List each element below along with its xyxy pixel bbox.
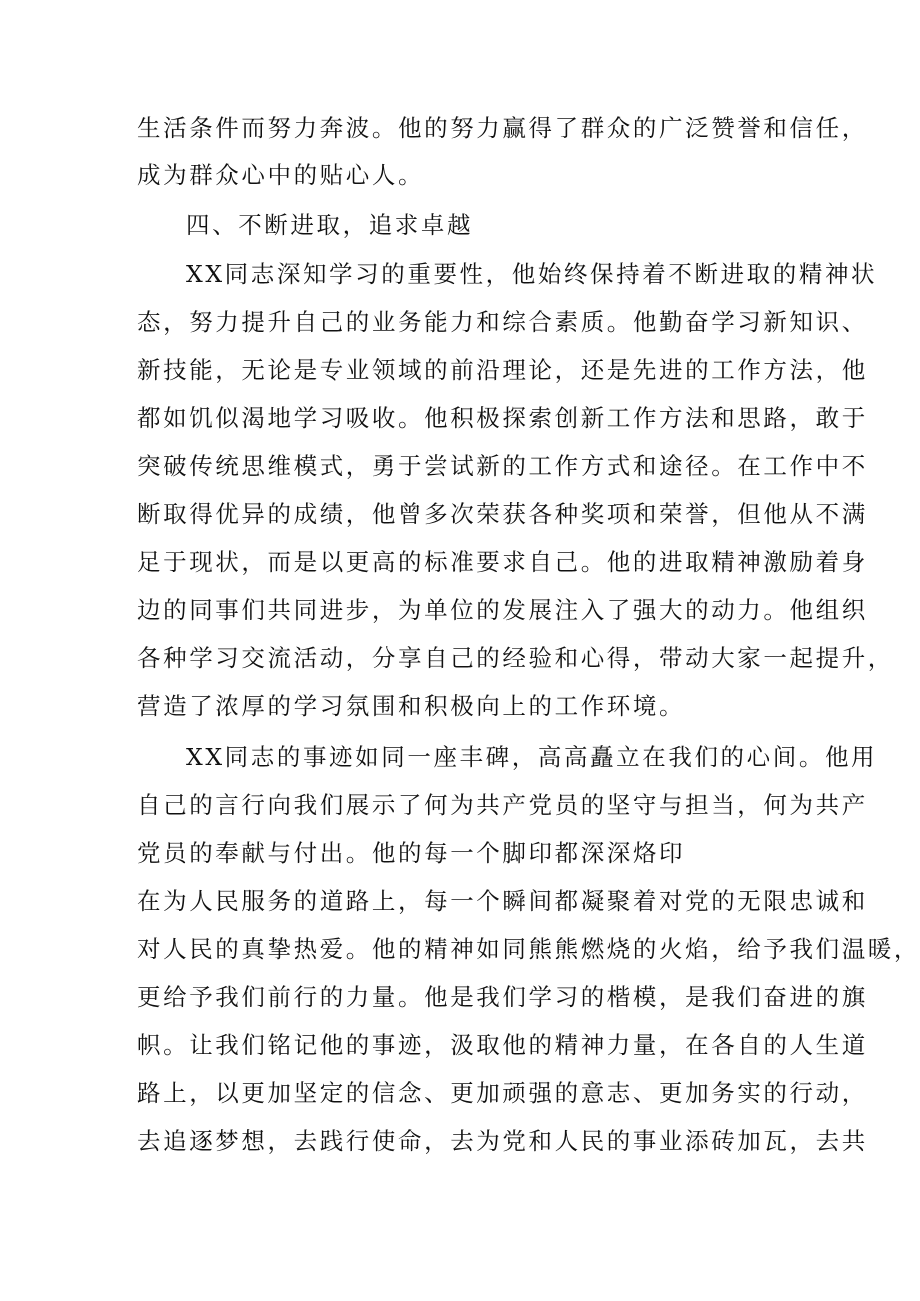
text-line: XX同志的事迹如同一座丰碑，高高矗立在我们的心间。他用 — [186, 743, 878, 771]
text-line: 路上，以更加坚定的信念、更加顽强的意志、更加务实的行动， — [137, 1079, 868, 1107]
text-line: 在为人民服务的道路上，每一个瞬间都凝聚着对党的无限忠诚和 — [137, 887, 868, 915]
text-line: 突破传统思维模式，勇于尝试新的工作方式和途径。在工作中不 — [137, 452, 868, 480]
text-line: 边的同事们共同进步，为单位的发展注入了强大的动力。他组织 — [137, 596, 868, 624]
text-line: 去追逐梦想，去践行使命，去为党和人民的事业添砖加瓦，去共 — [137, 1127, 868, 1155]
text-line: 营造了浓厚的学习氛围和积极向上的工作环境。 — [137, 692, 686, 720]
text-line: 自己的言行向我们展示了何为共产党员的坚守与担当，何为共产 — [137, 791, 868, 819]
text-line: 帜。让我们铭记他的事迹，汲取他的精神力量，在各自的人生道 — [137, 1031, 868, 1059]
text-line: 都如饥似渴地学习吸收。他积极探索创新工作方法和思路，敢于 — [137, 404, 868, 432]
text-line: 各种学习交流活动，分享自己的经验和心得，带动大家一起提升， — [137, 644, 894, 672]
text-line: 更给予我们前行的力量。他是我们学习的楷模，是我们奋进的旗 — [137, 983, 868, 1011]
text-line: 新技能，无论是专业领域的前沿理论，还是先进的工作方法，他 — [137, 356, 868, 384]
text-line: XX同志深知学习的重要性，他始终保持着不断进取的精神状 — [186, 260, 878, 288]
text-line: 生活条件而努力奔波。他的努力赢得了群众的广泛赞誉和信任， — [137, 114, 868, 142]
text-line: 态，努力提升自己的业务能力和综合素质。他勤奋学习新知识、 — [137, 308, 868, 336]
text-line: 成为群众心中的贴心人。 — [137, 161, 425, 189]
text-line: 足于现状，而是以更高的标准要求自己。他的进取精神激励着身 — [137, 548, 868, 576]
text-line: 断取得优异的成绩，他曾多次荣获各种奖项和荣誉，但他从不满 — [137, 500, 868, 528]
text-line: 对人民的真挚热爱。他的精神如同熊熊燃烧的火焰，给予我们温暖， — [137, 935, 920, 963]
text-line: 党员的奉献与付出。他的每一个脚印都深深烙印 — [137, 839, 686, 867]
section-heading: 四、不断进取，追求卓越 — [186, 211, 474, 239]
